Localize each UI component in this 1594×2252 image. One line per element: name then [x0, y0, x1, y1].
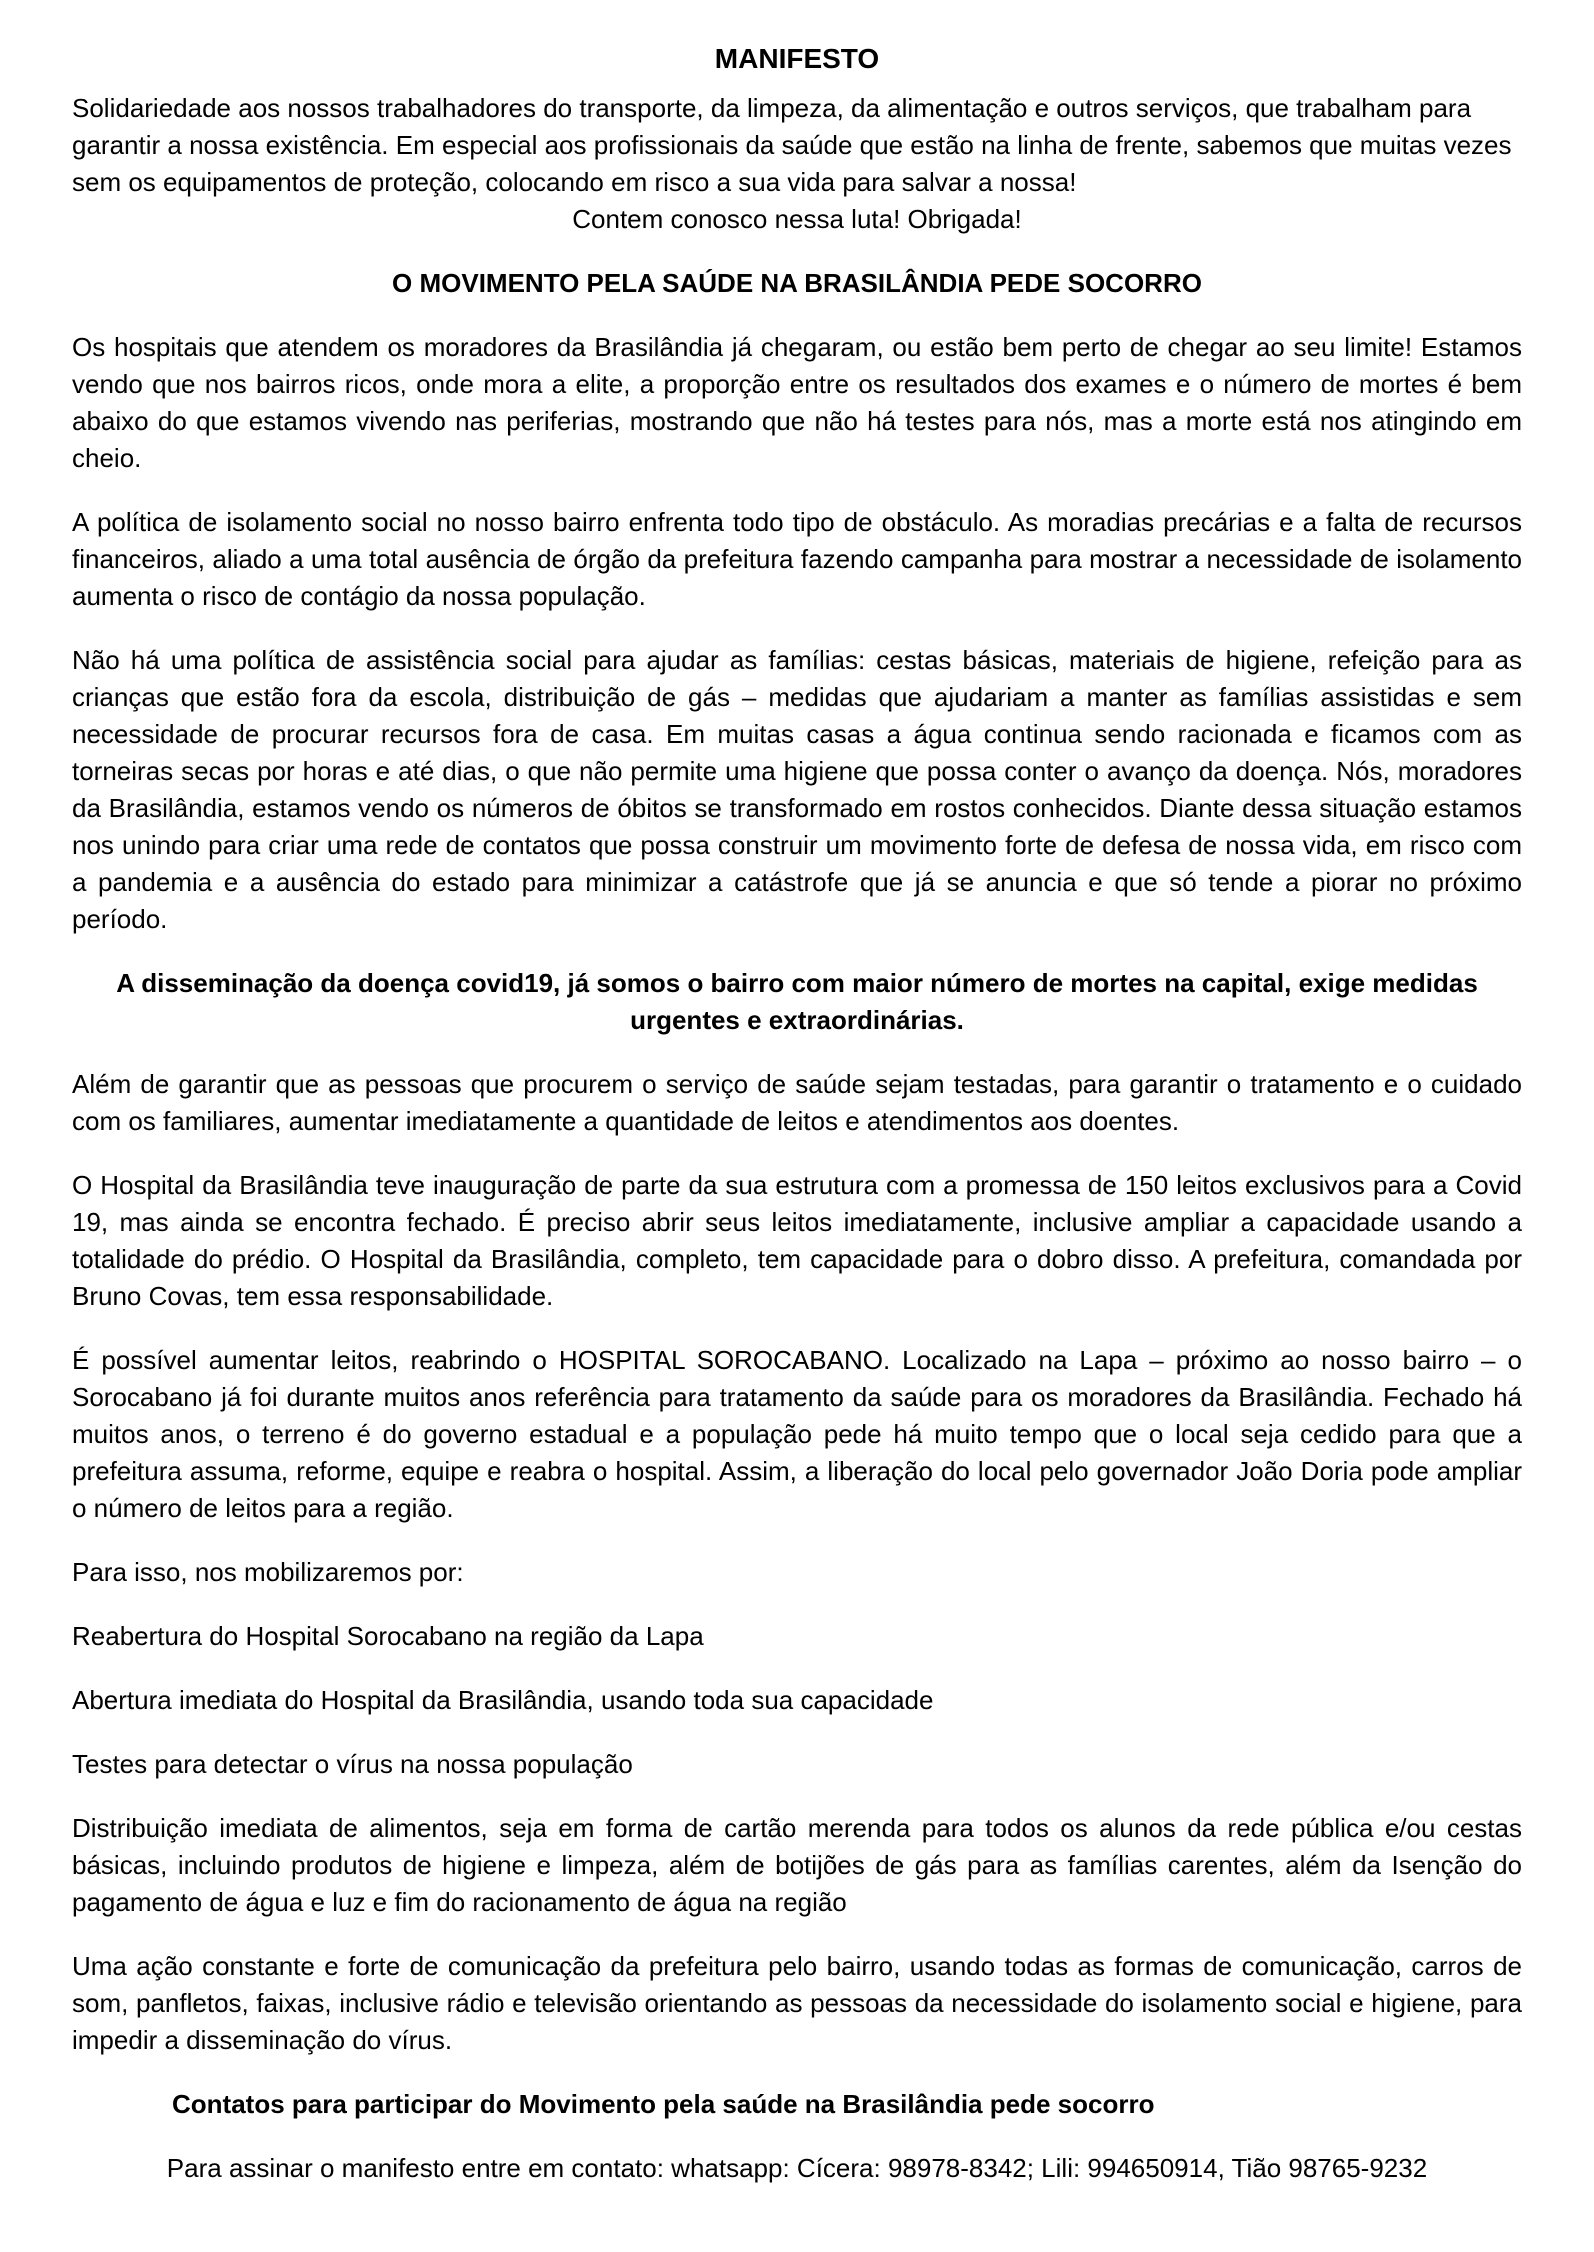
demand-tests: Testes para detectar o vírus na nossa população	[72, 1749, 633, 1779]
document-title: MANIFESTO	[714, 43, 880, 74]
paragraph-hospital-brasilandia: O Hospital da Brasilândia teve inauguração de parte da sua estrutura com a promessa de 150 leitos exclusivos para a Covid 19, mas ainda se encontra fechado. É preciso abrir seus leitos imediatamente, inclusive ampliar a capacidade usando a totalidade do prédio. O Hospital da Brasilândia, completo, tem capacidade para o dobro disso. A prefeitura, comandada por Bruno Covas, tem essa responsabilidade.	[72, 1170, 1522, 1311]
paragraph-testing: Além de garantir que as pessoas que procurem o serviço de saúde sejam testadas, para garantir o tratamento e o cuidado com os familiares, aumentar imediatamente a quantidade de leitos e atendimentos aos doentes.	[72, 1069, 1522, 1136]
line-thanks: Contem conosco nessa luta! Obrigada!	[572, 204, 1022, 234]
paragraph-mobilization-intro: Para isso, nos mobilizaremos por:	[72, 1557, 464, 1587]
heading-covid-spread: A disseminação da doença covid19, já somos o bairro com maior número de mortes na capital, exige medidas urgentes e extraordinárias.	[116, 968, 1478, 1035]
heading-contacts: Contatos para participar do Movimento pela saúde na Brasilândia pede socorro	[172, 2089, 1155, 2119]
paragraph-social-assistance: Não há uma política de assistência social para ajudar as famílias: cestas básicas, materiais de higiene, refeição para as crianças que estão fora da escola, distribuição de gás – medidas que ajudariam a manter as famílias assistidas e sem necessidade de procurar recursos fora de casa. Em muitas casas a água continua sendo racionada e ficamos com as torneiras secas por horas e até dias, o que não permite uma higiene que possa conter o avanço da doença. Nós, moradores da Brasilândia, estamos vendo os números de óbitos se transformado em rostos conhecidos. Diante dessa situação estamos nos unindo para criar uma rede de contatos que possa construir um movimento forte de defesa de nossa vida, em risco com a pandemia e a ausência do estado para minimizar a catástrofe que já se anuncia e que só tende a piorar no próximo período.	[72, 645, 1522, 934]
paragraph-isolation-policy: A política de isolamento social no nosso bairro enfrenta todo tipo de obstáculo. As moradias precárias e a falta de recursos financeiros, aliado a uma total ausência de órgão da prefeitura fazendo campanha para mostrar a necessidade de isolamento aumenta o risco de contágio da nossa população.	[72, 507, 1522, 611]
paragraph-solidarity: Solidariedade aos nossos trabalhadores do transporte, da limpeza, da alimentação e outros serviços, que trabalham para garantir a nossa existência. Em especial aos profissionais da saúde que estão na linha de frente, sabemos que muitas vezes sem os equipamentos de proteção, colocando em risco a sua vida para salvar a nossa!	[72, 93, 1512, 197]
paragraph-hospitals-limit: Os hospitais que atendem os moradores da Brasilândia já chegaram, ou estão bem perto de chegar ao seu limite! Estamos vendo que nos bairros ricos, onde mora a elite, a proporção entre os resultados dos exames e o número de mortes é bem abaixo do que estamos vivendo nas periferias, mostrando que não há testes para nós, mas a morte está nos atingindo em cheio.	[72, 332, 1522, 473]
demand-communication: Uma ação constante e forte de comunicação da prefeitura pelo bairro, usando todas as formas de comunicação, carros de som, panfletos, faixas, inclusive rádio e televisão orientando as pessoas da necessidade do isolamento social e higiene, para impedir a disseminação do vírus.	[72, 1951, 1522, 2055]
line-signature-contacts: Para assinar o manifesto entre em contato: whatsapp: Cícera: 98978-8342; Lili: 994650914, Tião 98765-9232	[166, 2153, 1428, 2183]
demand-reopen-sorocabano: Reabertura do Hospital Sorocabano na região da Lapa	[72, 1621, 704, 1651]
demand-food-distribution: Distribuição imediata de alimentos, seja em forma de cartão merenda para todos os alunos da rede pública e/ou cestas básicas, incluindo produtos de higiene e limpeza, além de botijões de gás para as famílias carentes, além da Isenção do pagamento de água e luz e fim do racionamento de água na região	[72, 1813, 1522, 1917]
demand-open-brasilandia: Abertura imediata do Hospital da Brasilândia, usando toda sua capacidade	[72, 1685, 934, 1715]
heading-movement: O MOVIMENTO PELA SAÚDE NA BRASILÂNDIA PEDE SOCORRO	[392, 268, 1202, 298]
paragraph-hospital-sorocabano: É possível aumentar leitos, reabrindo o HOSPITAL SOROCABANO. Localizado na Lapa – próximo ao nosso bairro – o Sorocabano já foi durante muitos anos referência para tratamento da saúde para os moradores da Brasilândia. Fechado há muitos anos, o terreno é do governo estadual e a população pede há muito tempo que o local seja cedido para que a prefeitura assuma, reforme, equipe e reabra o hospital. Assim, a liberação do local pelo governador João Doria pode ampliar o número de leitos para a região.	[72, 1345, 1522, 1523]
